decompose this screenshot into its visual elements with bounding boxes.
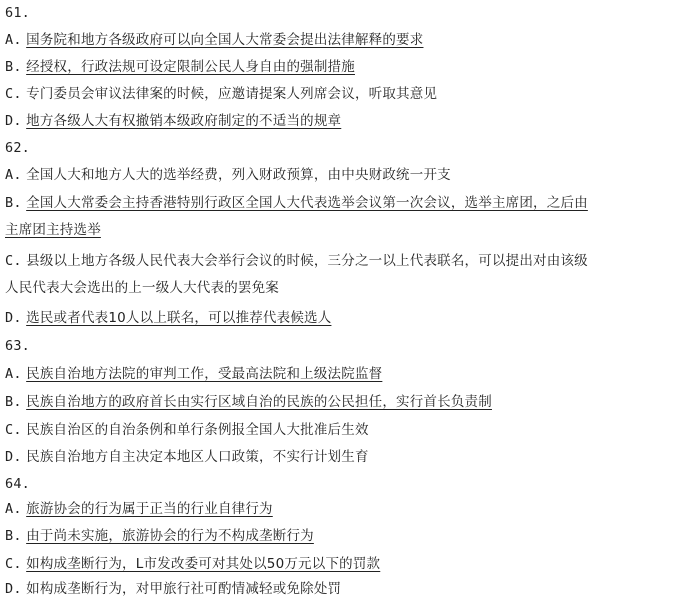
option-text: 县级以上地方各级人民代表大会举行会议的时候，三分之一以上代表联名，可以提出对由该级	[26, 253, 588, 269]
option-letter: A.	[5, 167, 22, 183]
option-letter: B.	[5, 528, 22, 544]
option-c-continued	[5, 275, 678, 302]
option-letter: B.	[5, 59, 22, 75]
option-text: 全国人大常委会主持香港特别行政区全国人大代表选举会议第一次会议，选举主席团，之后由	[26, 195, 588, 211]
option-c	[5, 248, 678, 275]
option-text: 民族自治地方的政府首长由实行区域自治的民族的公民担任，实行首长负责制	[26, 394, 492, 410]
option-letter: C.	[5, 253, 22, 269]
option-c	[5, 81, 678, 108]
option-b-continued	[5, 217, 678, 244]
option-c	[5, 551, 678, 578]
question-number: 61.	[5, 5, 30, 21]
option-letter: A.	[5, 32, 22, 48]
option-text-continued: 人民代表大会选出的上一级人大代表的罢免案	[5, 280, 279, 296]
option-text: 选民或者代表10人以上联名，可以推荐代表候选人	[26, 310, 332, 326]
option-text: 民族自治区的自治条例和单行条例报全国人大批准后生效	[26, 422, 369, 438]
option-text: 如构成垄断行为，L市发改委可对其处以50万元以下的罚款	[26, 556, 381, 572]
option-letter: D.	[5, 113, 22, 129]
question-number: 64.	[5, 476, 30, 492]
option-b	[5, 190, 678, 217]
option-a	[5, 361, 678, 388]
option-b	[5, 54, 678, 81]
option-b	[5, 389, 678, 416]
option-a	[5, 162, 678, 189]
option-d	[5, 305, 678, 332]
option-letter: C.	[5, 422, 22, 438]
option-text: 经授权，行政法规可设定限制公民人身自由的强制措施	[26, 59, 355, 75]
option-text: 旅游协会的行为属于正当的行业自律行为	[26, 501, 273, 517]
option-letter: B.	[5, 195, 22, 211]
option-text: 民族自治地方自主决定本地区人口政策，不实行计划生育	[26, 449, 369, 465]
option-a	[5, 27, 678, 54]
option-letter: C.	[5, 86, 22, 102]
option-text: 民族自治地方法院的审判工作，受最高法院和上级法院监督	[26, 366, 383, 382]
option-letter: C.	[5, 556, 22, 572]
option-letter: B.	[5, 394, 22, 410]
option-text-continued: 主席团主持选举	[5, 222, 101, 238]
option-text: 由于尚未实施，旅游协会的行为不构成垄断行为	[26, 528, 314, 544]
option-text: 全国人大和地方人大的选举经费，列入财政预算，由中央财政统一开支	[26, 167, 451, 183]
option-d	[5, 444, 678, 471]
option-d	[5, 108, 678, 135]
option-letter: A.	[5, 366, 22, 382]
option-a	[5, 496, 678, 523]
option-c	[5, 417, 678, 444]
option-letter: D.	[5, 310, 22, 326]
option-text: 如构成垄断行为，对甲旅行社可酌情减轻或免除处罚	[26, 581, 342, 597]
option-letter: D.	[5, 581, 22, 597]
question-number: 63.	[5, 338, 30, 354]
option-text: 国务院和地方各级政府可以向全国人大常委会提出法律解释的要求	[26, 32, 424, 48]
option-letter: D.	[5, 449, 22, 465]
option-b	[5, 523, 678, 550]
option-text: 地方各级人大有权撤销本级政府制定的不适当的规章	[26, 113, 342, 129]
question-number: 62.	[5, 140, 30, 156]
option-d	[5, 576, 678, 603]
option-text: 专门委员会审议法律案的时候，应邀请提案人列席会议，听取其意见	[26, 86, 438, 102]
option-letter: A.	[5, 501, 22, 517]
